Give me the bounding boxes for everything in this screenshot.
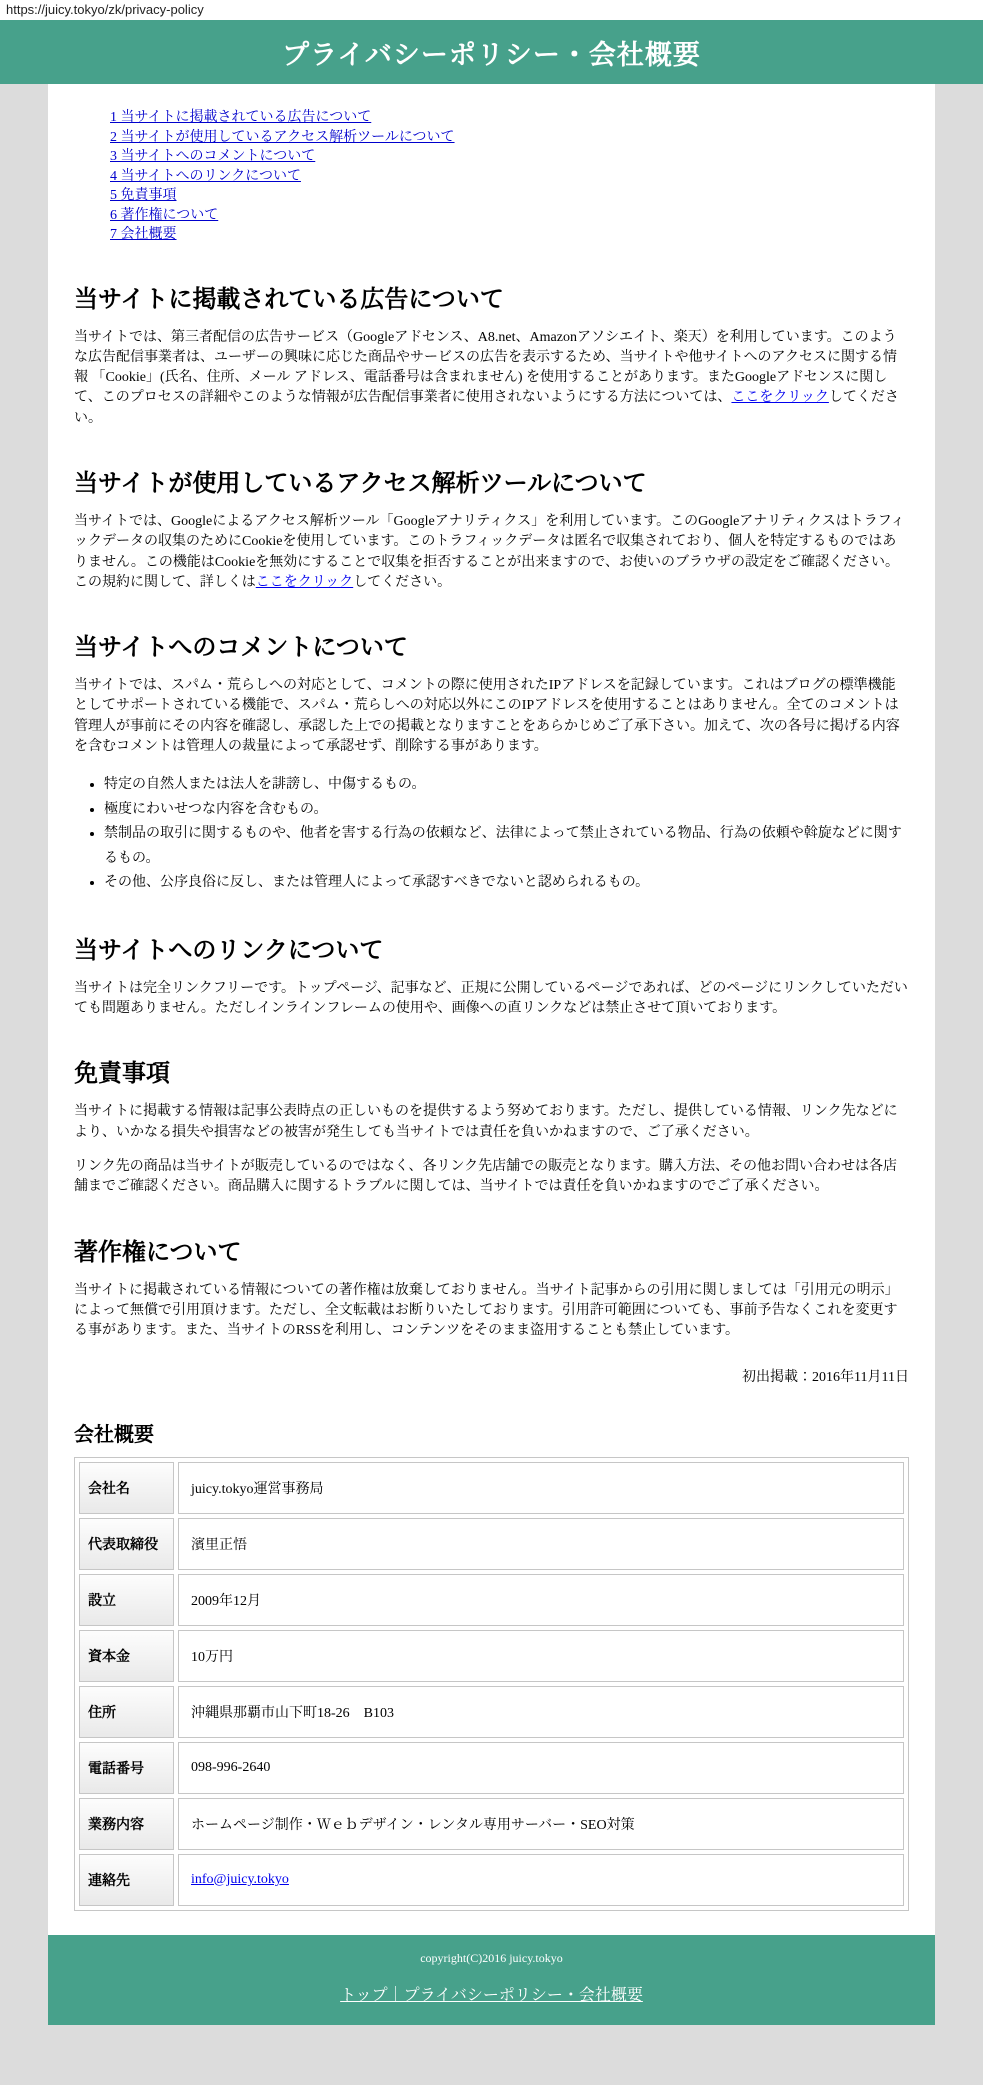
table-row [79,1854,904,1906]
table-row [79,1462,904,1514]
capital-value: 10万円 [178,1630,904,1682]
toc-link-company[interactable]: 7 会社概要 [110,227,177,242]
section-comments-heading: 当サイトへのコメントについて [74,634,408,662]
toc-item [110,186,909,206]
section-analytics-heading: 当サイトが使用しているアクセス解析ツールについて [74,469,647,497]
ceo-label: 代表取締役 [79,1518,174,1570]
contact-email-link[interactable]: info@juicy.tokyo [191,1871,289,1887]
section-disclaimer-paragraph-1: 当サイトに掲載する情報は記事公表時点の正しいものを提供するよう努めております。ただし、提供している情報、リンク先などにより、いかなる損失や損害などの被害が発生しても当サイトでは責任を負いかねますので、ご了承ください。 [74,1104,898,1140]
table-row [79,1742,904,1794]
toc-item [110,147,909,167]
site-header [0,20,983,84]
footer-nav [48,1982,935,2005]
section-comments [74,627,909,896]
section-link-policy-heading: 当サイトへのリンクについて [74,936,384,964]
section-link-policy-body: 当サイトは完全リンクフリーです。トップページ、記事など、正規に公開しているページであれば、どのページにリンクしていただいても問題ありません。ただしインラインフレームの使用や、画像への直リンクなどは禁止させて頂いております。 [74,980,908,1017]
section-disclaimer-paragraph-2: リンク先の商品は当サイトが販売しているのではなく、各リンク先店舗での販売となります。購入方法、その他お問い合わせは各店舗までご確認ください。商品購入に関するトラブルに関しては、当サイトでは責任を負いかねますのでご了承ください。 [74,1159,898,1195]
business-label: 業務内容 [79,1798,174,1850]
founded-value: 2009年12月 [178,1574,904,1626]
phone-value: 098-996-2640 [178,1742,904,1794]
table-row [79,1798,904,1850]
toc-link-ads[interactable]: 1 当サイトに掲載されている広告について [110,110,372,125]
table-row [79,1630,904,1682]
toc-link-analytics[interactable]: 2 当サイトが使用しているアクセス解析ツールについて [110,129,455,145]
company-name-value: juicy.tokyo運営事務局 [178,1462,904,1514]
toc-link-link-policy[interactable]: 4 当サイトへのリンクについて [110,168,301,184]
section-copyright [74,1232,909,1388]
toc-link-copyright[interactable]: 6 著作権について [110,207,219,223]
section-disclaimer [74,1053,909,1197]
body-text: してください。 [74,390,899,426]
analytics-terms-link[interactable]: ここをクリック [255,574,354,590]
section-company-heading: 会社概要 [74,1423,154,1446]
address-value: 沖縄県那覇市山下町18-26 B103 [178,1686,904,1738]
first-published-date: 初出掲載：2016年11月11日 [742,1369,909,1385]
contact-label: 連絡先 [79,1854,174,1906]
body-text: 当サイトでは、Googleによるアクセス解析ツール「Googleアナリティクス」を利用しています。このGoogleアナリティクスはトラフィックデータの収集のためにCookieを使用しています。このトラフィックデータは匿名で収集されており、個人を特定するものではありません。この機能はCookieを無効にすることで収集を拒否することが出来ますので、お使いのブラウザの設定をご確認ください。この規約に関して、詳しくは [74,513,905,590]
body-text: してください。 [353,574,452,590]
section-analytics [74,463,909,593]
capital-label: 資本金 [79,1630,174,1682]
section-copyright-heading: 著作権について [74,1238,242,1266]
page-title: プライバシーポリシー・会社概要 [282,39,701,70]
list-item: • 極度にわいせつな内容を含むもの。 [104,798,909,823]
toc-item [110,206,909,226]
list-item: • 禁制品の取引に関するものや、他者を害する行為の依頼など、法律によって禁止されている物品、行為の依頼や斡旋などに関するもの。 [104,822,909,871]
body-text: 当サイトでは、第三者配信の広告サービス（Googleアドセンス、A8.net、Amazonアソシエイト、楽天）を利用しています。このような広告配信事業者は、ユーザーの興味に応じた商品やサービスの広告を表示するため、当サイトや他サイトへのアクセスに関する情報 「Cookie」(氏名、住所、メール アドレス、電話番号は含まれません) を使用することがあります。またGoogleアドセンスに関して、このプロセスの詳細やこのような情報が広告配信事業者に使用されないようにする方法については、 [74,329,898,406]
phone-label: 電話番号 [79,1742,174,1794]
page-url: https://juicy.tokyo/zk/privacy-policy [6,2,204,17]
table-of-contents [110,108,909,245]
content-area [48,84,935,1935]
browser-url-bar[interactable] [0,0,983,20]
comment-rules-list [74,773,909,896]
toc-link-comments[interactable]: 3 当サイトへのコメントについて [110,149,316,164]
section-company [74,1418,909,1911]
toc-item [110,108,909,128]
section-disclaimer-heading: 免責事項 [74,1060,170,1088]
section-copyright-body: 当サイトに掲載されている情報についての著作権は放棄しておりません。当サイト記事からの引用に関しましては「引用元の明示」によって無償で引用頂けます。ただし、全文転載はお断りいたしております。引用許可範囲についても、事前予告なくこれを変更する事があります。また、当サイトのRSSを利用し、コンテンツをそのまま盗用することも禁止しています。 [74,1282,899,1339]
section-ads-body [74,328,909,429]
company-info-table [74,1457,909,1911]
section-link-policy [74,930,909,1020]
section-ads [74,279,909,429]
business-value: ホームページ制作・Ｗｅｂデザイン・レンタル専用サーバー・SEO対策 [178,1798,904,1850]
ceo-value: 濱里正悟 [178,1518,904,1570]
list-item: • 特定の自然人または法人を誹謗し、中傷するもの。 [104,773,909,798]
section-analytics-body [74,512,909,593]
company-name-label: 会社名 [79,1462,174,1514]
table-row [79,1518,904,1570]
toc-item [110,225,909,245]
table-row [79,1574,904,1626]
contact-value [178,1854,904,1906]
table-row [79,1686,904,1738]
site-footer [48,1935,935,2025]
founded-label: 設立 [79,1574,174,1626]
footer-nav-link[interactable]: トップ｜プライバシーポリシー・会社概要 [340,1986,643,2004]
address-label: 住所 [79,1686,174,1738]
list-item: • その他、公序良俗に反し、または管理人によって承認すべきでないと認められるもの。 [104,871,909,896]
toc-item [110,167,909,187]
section-comments-body: 当サイトでは、スパム・荒らしへの対応として、コメントの際に使用されたIPアドレスを記録しています。これはブログの標準機能としてサポートされている機能で、スパム・荒らしへの対応以外にこのIPアドレスを使用することはありません。全てのコメントは管理人が事前にその内容を確認し、承認した上での掲載となりますことをあらかじめご了承下さい。加えて、次の各号に掲げる内容を含むコメントは管理人の裁量によって承認せず、削除する事があります。 [74,678,900,755]
toc-link-disclaimer[interactable]: 5 免責事項 [110,188,177,203]
toc-item [110,128,909,148]
footer-copyright: copyright(C)2016 juicy.tokyo [420,1950,563,1965]
section-ads-heading: 当サイトに掲載されている広告について [74,285,504,313]
ads-optout-link[interactable]: ここをクリック [731,390,829,406]
